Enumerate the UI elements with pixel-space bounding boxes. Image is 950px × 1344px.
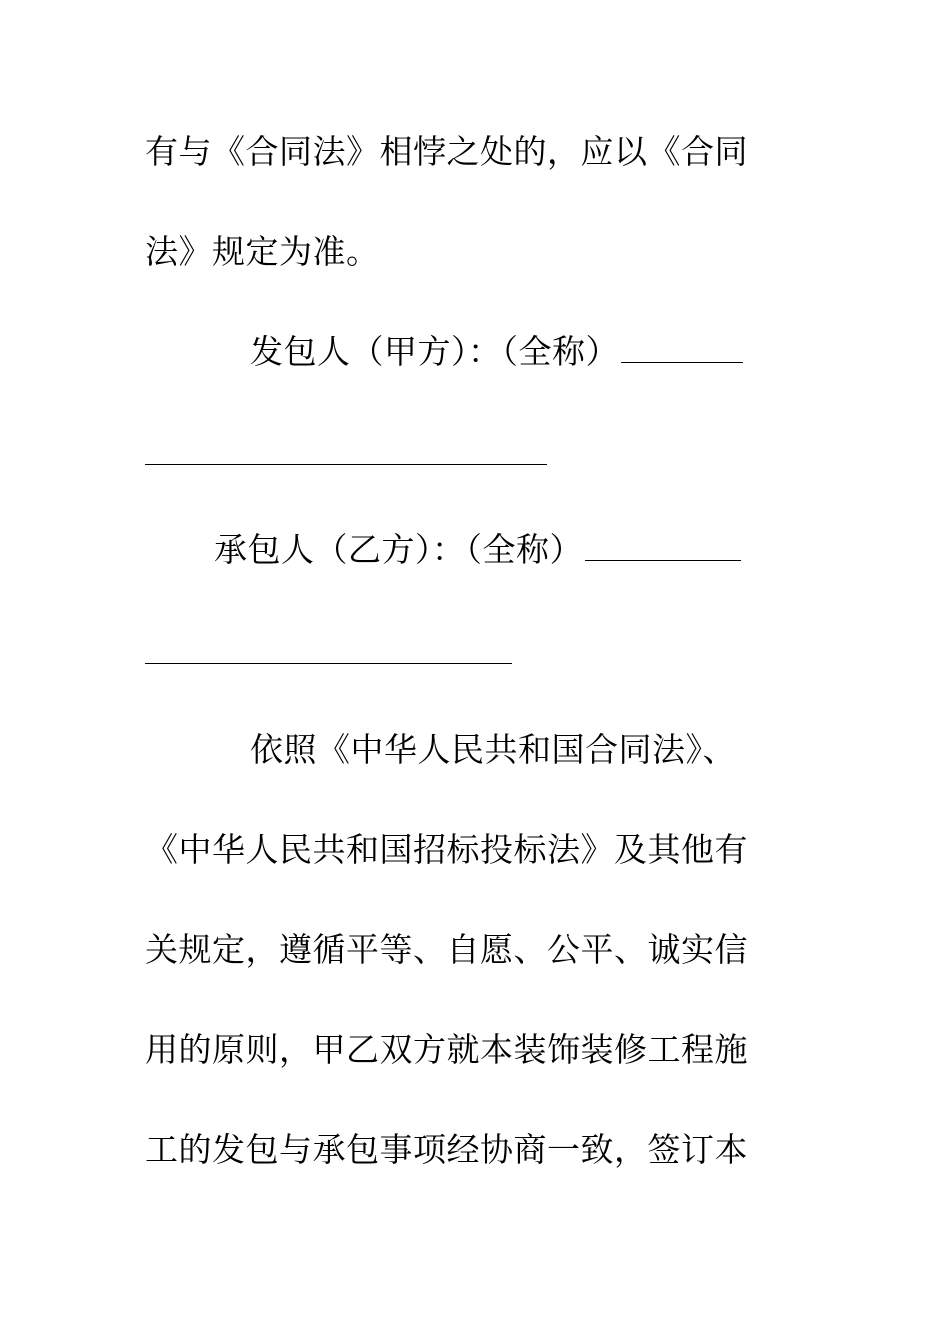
party-a-fill-blank [621, 334, 743, 363]
party-b-fill-blank [585, 532, 741, 561]
body-line-2: 《中华人民共和国招标投标法》及其他有 [145, 830, 748, 869]
party-b-fill-blank-continued [145, 663, 512, 664]
text-line-1: 有与《合同法》相悖之处的，应以《合同 [145, 132, 748, 171]
party-b-line [214, 530, 874, 570]
party-a-fill-blank-continued [145, 464, 547, 465]
party-a-line [250, 332, 910, 372]
body-line-1: 依照《中华人民共和国合同法》、 [250, 730, 736, 769]
body-line-4: 用的原则，甲乙双方就本装饰装修工程施 [145, 1030, 748, 1069]
party-a-label: 发包人（甲方）：（全称） [250, 332, 619, 371]
text-line-2: 法》规定为准。 [145, 232, 380, 271]
body-line-5: 工的发包与承包事项经协商一致，签订本 [145, 1130, 748, 1169]
body-line-3: 关规定，遵循平等、自愿、公平、诚实信 [145, 930, 748, 969]
party-b-label: 承包人（乙方）：（全称） [214, 530, 583, 569]
